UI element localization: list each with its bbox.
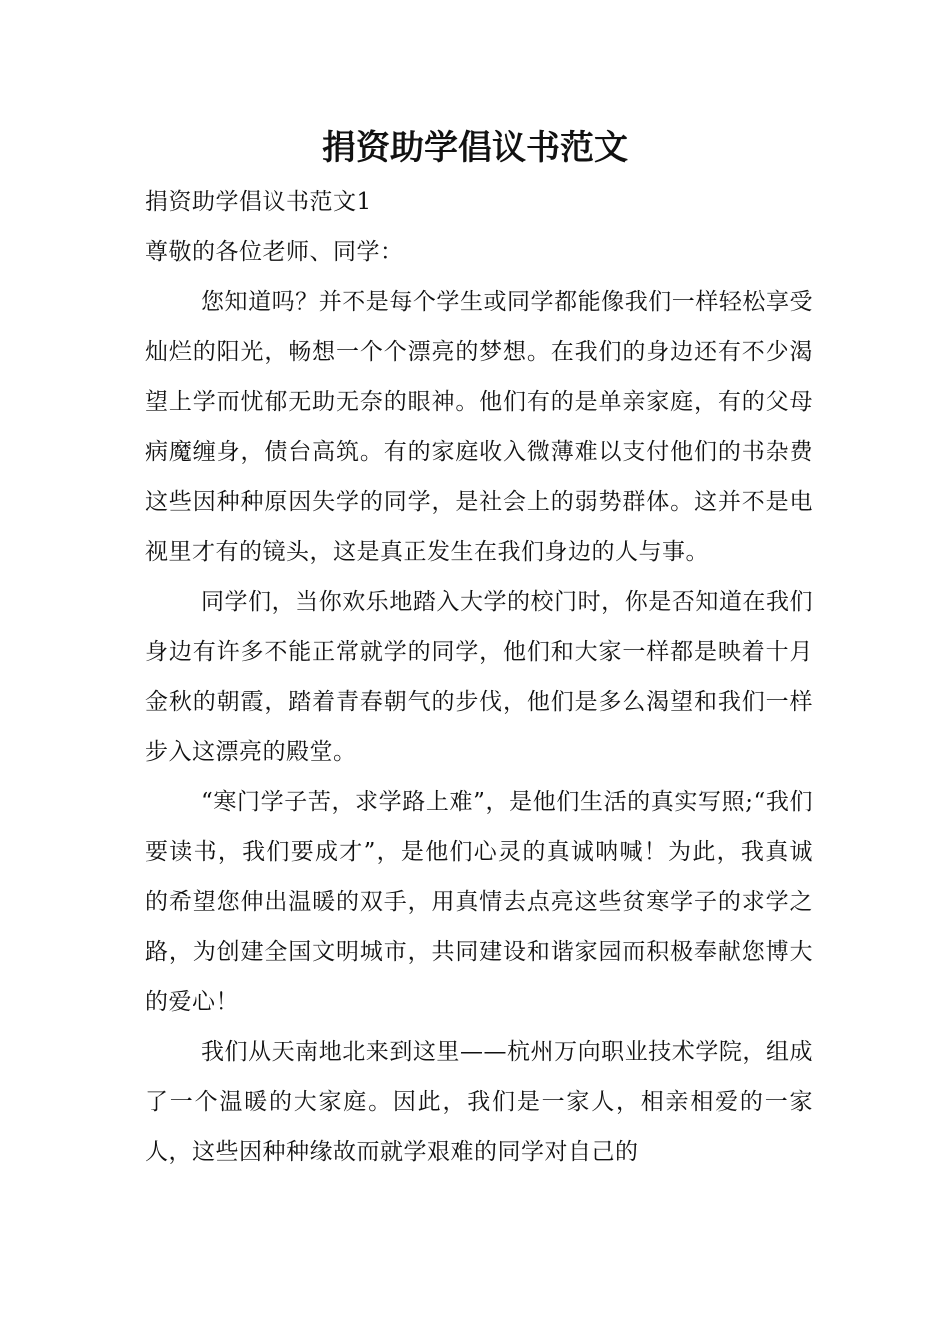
body-paragraph-2: 同学们，当你欢乐地踏入大学的校门时，你是否知道在我们身边有许多不能正常就学的同学，他们和大家一样都是映着十月金秋的朝霞，踏着青春朝气的步伐，他们是多么渴望和我们一样步入这漂亮的殿堂。 [145,589,813,765]
salutation: 尊敬的各位老师、同学： [145,239,404,265]
body-paragraph-3: “寒门学子苦，求学路上难”，是他们生活的真实写照;“我们要读书，我们要成才”，是他们心灵的真诚呐喊！为此，我真诚的希望您伸出温暖的双手，用真情去点亮这些贫寒学子的求学之路，为创建全国文明城市，共同建设和谐家园而积极奉献您博大的爱心！ [145,789,813,1015]
document-title: 捐资助学倡议书范文 [322,128,628,168]
body-paragraph-1: 您知道吗？并不是每个学生或同学都能像我们一样轻松享受灿烂的阳光，畅想一个个漂亮的梦想。在我们的身边还有不少渴望上学而忧郁无助无奈的眼神。他们有的是单亲家庭，有的父母病魔缠身，债台高筑。有的家庭收入微薄难以支付他们的书杂费这些因种种原因失学的同学，是社会上的弱势群体。这并不是电视里才有的镜头，这是真正发生在我们身边的人与事。 [145,289,813,565]
body-paragraph-4: 我们从天南地北来到这里——杭州万向职业技术学院，组成了一个温暖的大家庭。因此，我们是一家人，相亲相爱的一家人，这些因种种缘故而就学艰难的同学对自己的 [145,1039,813,1165]
document-subtitle: 捐资助学倡议书范文1 [145,189,372,215]
document-body [145,177,813,1177]
